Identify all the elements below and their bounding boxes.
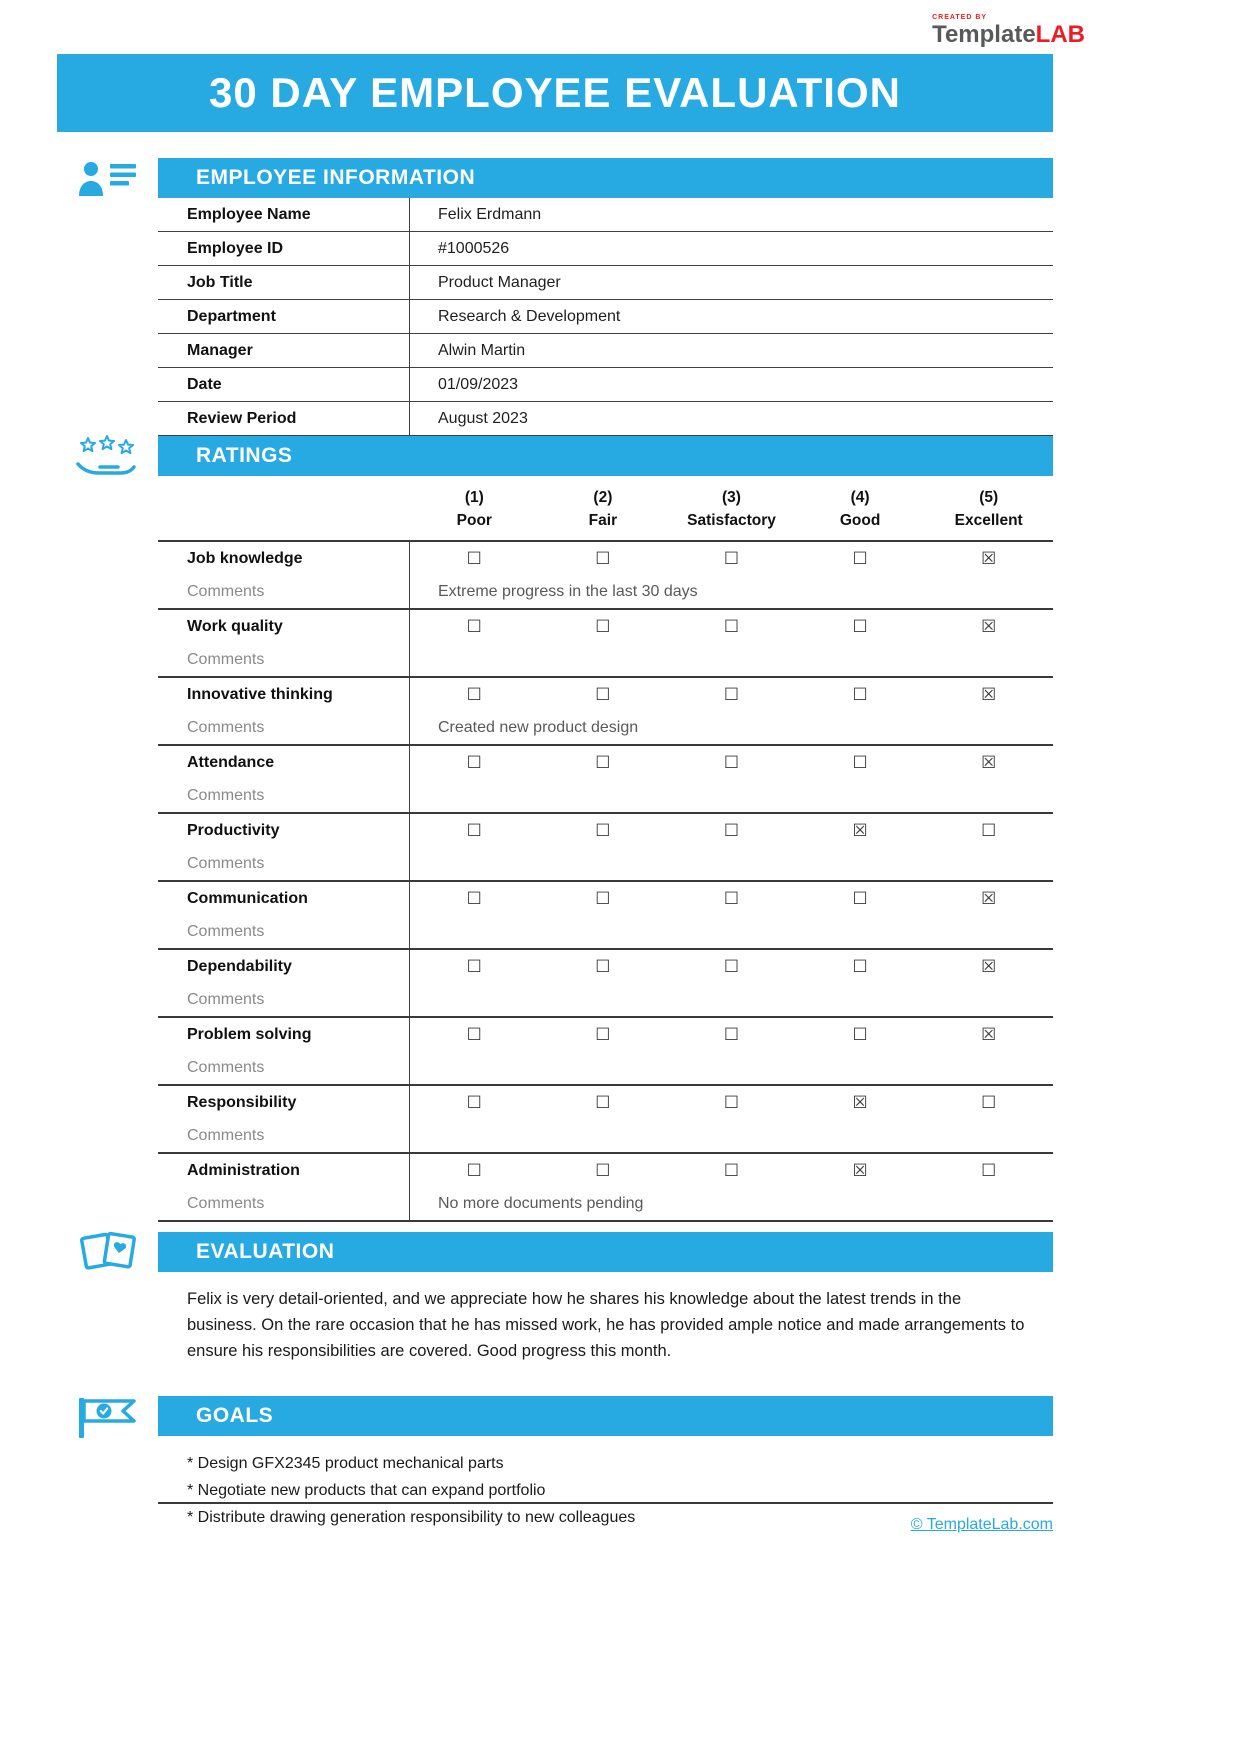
department-value: Research & Development — [438, 307, 621, 325]
flag-icon — [72, 1394, 146, 1440]
checkbox-1[interactable]: ☐ — [466, 889, 482, 908]
checkbox-3[interactable]: ☐ — [723, 1093, 740, 1112]
ratings-scale-header — [158, 476, 1053, 542]
table-row — [158, 198, 1053, 232]
checkbox-3[interactable]: ☐ — [723, 753, 740, 772]
comments-label: Comments — [158, 643, 410, 676]
comment-text: No more documents pending — [438, 1194, 644, 1212]
scale-col-fair: (2) Fair — [588, 489, 618, 529]
rating-block-dependability — [158, 950, 1053, 1018]
checkbox-5[interactable]: ☐ — [981, 1093, 997, 1112]
comments-label: Comments — [158, 1187, 410, 1220]
logo-created-by: CREATED BY — [932, 14, 988, 21]
checkbox-5[interactable]: ☐ — [981, 1161, 997, 1180]
ratings-section — [57, 436, 1053, 1222]
checkbox-3[interactable]: ☐ — [723, 685, 740, 704]
info-label: Review Period — [158, 402, 410, 435]
checkbox-5[interactable]: ☐ — [981, 821, 997, 840]
checkbox-4[interactable]: ☐ — [852, 617, 868, 636]
rating-block-work-quality — [158, 610, 1053, 678]
comment-text — [410, 1051, 1053, 1084]
job-title-value: Product Manager — [438, 273, 561, 291]
comments-label: Comments — [158, 779, 410, 812]
employee-id-value: #1000526 — [438, 239, 510, 257]
checkbox-3[interactable]: ☐ — [723, 617, 740, 636]
info-label: Employee ID — [158, 232, 410, 265]
evaluation-header — [158, 1232, 1053, 1272]
checkbox-3[interactable]: ☐ — [723, 821, 740, 840]
rating-block-innovative-thinking — [158, 678, 1053, 746]
table-row — [158, 402, 1053, 436]
rating-block-productivity — [158, 814, 1053, 882]
checkbox-4[interactable]: ☐ — [852, 889, 868, 908]
checkbox-5[interactable]: ☒ — [981, 549, 997, 568]
hand-stars-icon — [72, 434, 146, 478]
table-row — [158, 300, 1053, 334]
criterion-label: Communication — [158, 882, 410, 915]
employee-information-table — [158, 198, 1053, 436]
cards-icon — [72, 1228, 146, 1276]
comment-text: Created new product design — [438, 718, 639, 736]
goal-item: * Distribute drawing generation responsibility to new colleagues — [187, 1509, 636, 1527]
comment-text — [410, 779, 1053, 812]
info-label: Manager — [158, 334, 410, 367]
checkbox-5[interactable]: ☒ — [981, 617, 997, 636]
logo-row — [0, 0, 1240, 48]
manager-value: Alwin Martin — [438, 341, 526, 359]
checkbox-5[interactable]: ☒ — [981, 685, 997, 704]
review-period-value: August 2023 — [438, 409, 528, 427]
checkbox-3[interactable]: ☐ — [723, 1161, 740, 1180]
checkbox-5[interactable]: ☒ — [981, 889, 997, 908]
comment-text — [410, 847, 1053, 880]
checkbox-5[interactable]: ☒ — [981, 753, 997, 772]
comments-label: Comments — [158, 847, 410, 880]
checkbox-4[interactable]: ☒ — [852, 821, 868, 840]
title-banner — [57, 54, 1053, 132]
checkbox-2[interactable]: ☐ — [595, 617, 611, 636]
page-title: 30 DAY EMPLOYEE EVALUATION — [209, 69, 901, 116]
goals-heading: GOALS — [196, 1404, 274, 1428]
rating-block-communication — [158, 882, 1053, 950]
ratings-table — [158, 476, 1053, 1222]
checkbox-1[interactable]: ☐ — [466, 1025, 482, 1044]
checkbox-1[interactable]: ☐ — [466, 1093, 482, 1112]
checkbox-1[interactable]: ☐ — [466, 685, 482, 704]
checkbox-2[interactable]: ☐ — [595, 753, 611, 772]
scale-col-good: (4) Good — [839, 489, 881, 529]
comment-text — [410, 643, 1053, 676]
criterion-label: Attendance — [158, 746, 410, 779]
checkbox-2[interactable]: ☐ — [595, 1025, 611, 1044]
checkbox-1[interactable]: ☐ — [466, 549, 482, 568]
criterion-label: Administration — [158, 1154, 410, 1187]
checkbox-4[interactable]: ☐ — [852, 753, 868, 772]
criterion-label: Dependability — [158, 950, 410, 983]
criterion-label: Problem solving — [158, 1018, 410, 1051]
date-value: 01/09/2023 — [438, 375, 519, 393]
rating-block-responsibility — [158, 1086, 1053, 1154]
checkbox-1[interactable]: ☐ — [466, 1161, 482, 1180]
employee-information-section — [57, 158, 1053, 436]
comment-text: Extreme progress in the last 30 days — [438, 582, 698, 600]
checkbox-4[interactable]: ☒ — [852, 1093, 868, 1112]
comments-label: Comments — [158, 1119, 410, 1152]
checkbox-4[interactable]: ☐ — [852, 549, 868, 568]
goal-item: * Negotiate new products that can expand portfolio — [187, 1482, 546, 1500]
comments-label: Comments — [158, 711, 410, 744]
comments-label: Comments — [158, 1051, 410, 1084]
criterion-label: Innovative thinking — [158, 678, 410, 711]
info-label: Job Title — [158, 266, 410, 299]
checkbox-4[interactable]: ☐ — [852, 1025, 868, 1044]
checkbox-2[interactable]: ☐ — [595, 549, 611, 568]
checkbox-1[interactable]: ☐ — [466, 617, 482, 636]
checkbox-2[interactable]: ☐ — [595, 1161, 611, 1180]
rating-block-administration — [158, 1154, 1053, 1222]
employee-name-value: Felix Erdmann — [438, 205, 542, 223]
checkbox-4[interactable]: ☐ — [852, 957, 868, 976]
checkbox-2[interactable]: ☐ — [595, 957, 611, 976]
goal-item: * Design GFX2345 product mechanical parts — [187, 1455, 504, 1473]
checkbox-2[interactable]: ☐ — [595, 685, 611, 704]
scale-col-poor: (1) Poor — [456, 489, 492, 529]
table-row — [158, 266, 1053, 300]
checkbox-4[interactable]: ☒ — [852, 1161, 868, 1180]
checkbox-5[interactable]: ☒ — [981, 957, 997, 976]
checkbox-2[interactable]: ☐ — [595, 889, 611, 908]
evaluation-section — [57, 1232, 1053, 1364]
info-label: Date — [158, 368, 410, 401]
checkbox-3[interactable]: ☐ — [723, 549, 740, 568]
info-label: Department — [158, 300, 410, 333]
goals-header — [158, 1396, 1053, 1436]
comments-label: Comments — [158, 575, 410, 608]
footer — [158, 1502, 1053, 1534]
rating-block-problem-solving — [158, 1018, 1053, 1086]
ratings-heading: RATINGS — [196, 444, 293, 467]
criterion-label: Work quality — [158, 610, 410, 643]
employee-icon — [72, 158, 146, 200]
comments-label: Comments — [158, 915, 410, 948]
scale-col-excellent: (5) Excellent — [954, 489, 1023, 529]
table-row — [158, 334, 1053, 368]
criterion-label: Responsibility — [158, 1086, 410, 1119]
table-row — [158, 232, 1053, 266]
checkbox-1[interactable]: ☐ — [466, 821, 482, 840]
checkbox-2[interactable]: ☐ — [595, 1093, 611, 1112]
templatelab-link[interactable]: © TemplateLab.com — [910, 1516, 1053, 1533]
comment-text — [410, 983, 1053, 1016]
criterion-label: Job knowledge — [158, 542, 410, 575]
checkbox-1[interactable]: ☐ — [466, 753, 482, 772]
evaluation-text: Felix is very detail-oriented, and we appreciate how he shares his knowledge about the latest trends in the business. On the rare occasion that he has missed work, he has provided ample notice and made arrangements to ensure his responsibilities are covered. Good progress this month. — [187, 1290, 1025, 1361]
checkbox-1[interactable]: ☐ — [466, 957, 482, 976]
checkbox-3[interactable]: ☐ — [723, 1025, 740, 1044]
rating-block-attendance — [158, 746, 1053, 814]
rating-block-job-knowledge — [158, 542, 1053, 610]
logo-template-text: Template — [932, 21, 1036, 48]
info-label: Employee Name — [158, 198, 410, 231]
employee-information-heading: EMPLOYEE INFORMATION — [196, 166, 476, 189]
checkbox-2[interactable]: ☐ — [595, 821, 611, 840]
table-row — [158, 368, 1053, 402]
scale-col-satisfactory: (3) Satisfactory — [687, 489, 776, 529]
comment-text — [410, 1119, 1053, 1152]
checkbox-4[interactable]: ☐ — [852, 685, 868, 704]
checkbox-5[interactable]: ☒ — [981, 1025, 997, 1044]
templatelab-logo — [932, 14, 1085, 47]
employee-information-header — [158, 158, 1053, 198]
checkbox-3[interactable]: ☐ — [723, 957, 740, 976]
ratings-header — [158, 436, 1053, 476]
checkbox-3[interactable]: ☐ — [723, 889, 740, 908]
criterion-label: Productivity — [158, 814, 410, 847]
comments-label: Comments — [158, 983, 410, 1016]
comment-text — [410, 915, 1053, 948]
evaluation-heading: EVALUATION — [196, 1240, 335, 1263]
logo-lab-text: LAB — [1035, 21, 1085, 48]
